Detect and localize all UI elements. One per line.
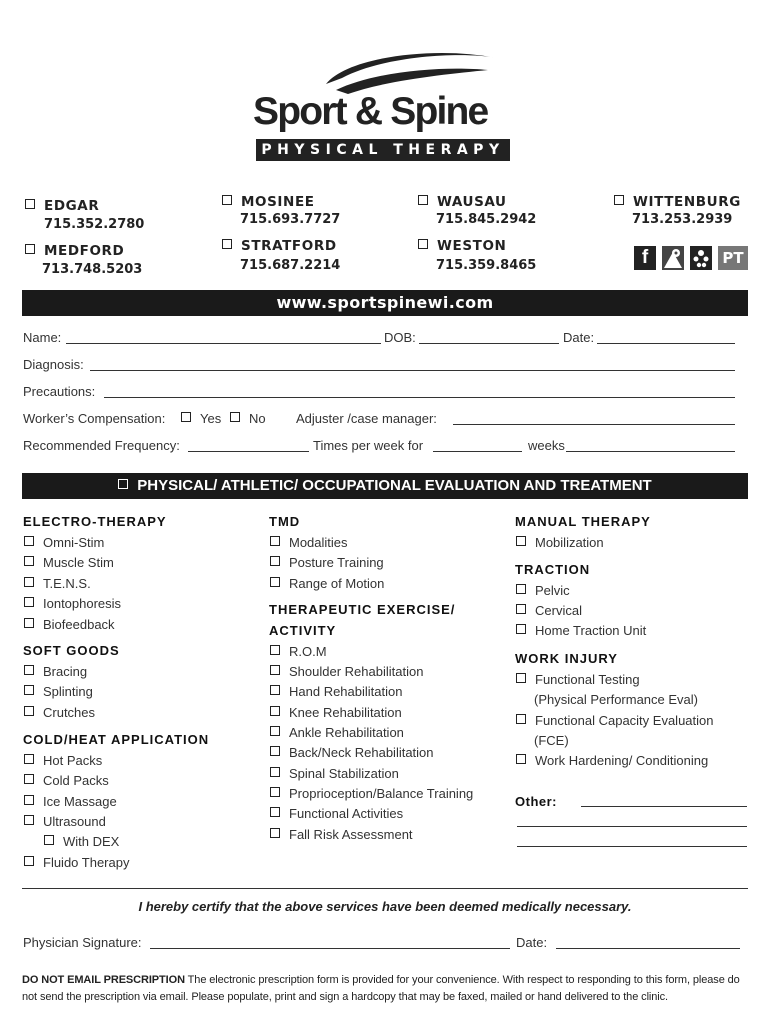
location-name: STRATFORD xyxy=(241,238,337,254)
option-label: Bracing xyxy=(43,664,88,679)
section-bar xyxy=(22,473,748,499)
checkbox[interactable] xyxy=(270,746,280,756)
location-phone: 713.253.2939 xyxy=(632,212,733,227)
dob-field[interactable] xyxy=(419,343,559,344)
checkbox[interactable] xyxy=(24,815,34,825)
checkbox-stratford[interactable] xyxy=(222,239,232,249)
other-label: Other: xyxy=(515,794,557,809)
option-label: Home Traction Unit xyxy=(535,623,647,638)
frequency-label: Recommended Frequency: xyxy=(23,438,180,453)
option-label: Cervical xyxy=(535,603,582,618)
option-label: Functional Testing xyxy=(535,672,640,687)
section-title: PHYSICAL/ ATHLETIC/ OCCUPATIONAL EVALUATION AND TREATMENT xyxy=(137,477,652,494)
workers-comp-yes-checkbox[interactable] xyxy=(181,412,191,422)
option-label: Crutches xyxy=(43,705,96,720)
workers-comp-label: Worker’s Compensation: xyxy=(23,411,166,426)
option-label: Work Hardening/ Conditioning xyxy=(535,753,709,768)
checkbox-weston[interactable] xyxy=(418,239,428,249)
option-label: Range of Motion xyxy=(289,576,385,591)
checkbox[interactable] xyxy=(270,726,280,736)
traction-heading: TRACTION xyxy=(515,562,591,577)
no-label: No xyxy=(249,411,266,426)
checkbox[interactable] xyxy=(24,536,34,546)
option-label: Hot Packs xyxy=(43,753,103,768)
logo-tagline: PHYSICAL THERAPY xyxy=(256,139,510,161)
diagnosis-label: Diagnosis: xyxy=(23,357,84,372)
checkbox[interactable] xyxy=(24,706,34,716)
cold-heat-heading: COLD/HEAT APPLICATION xyxy=(23,732,210,747)
weeks-label: weeks xyxy=(528,438,565,453)
checkbox[interactable] xyxy=(24,665,34,675)
checkbox[interactable] xyxy=(270,665,280,675)
location-name: WAUSAU xyxy=(437,194,507,210)
option-label: Ultrasound xyxy=(43,814,106,829)
checkbox[interactable] xyxy=(24,685,34,695)
checkbox[interactable] xyxy=(24,577,34,587)
option-label: Fall Risk Assessment xyxy=(289,827,413,842)
option-label: Cold Packs xyxy=(43,773,109,788)
option-label: Knee Rehabilitation xyxy=(289,705,402,720)
option-label: Mobilization xyxy=(535,535,604,550)
certify-statement: I hereby certify that the above services have been deemed medically necessary. xyxy=(138,899,632,914)
date-label: Date: xyxy=(563,330,595,345)
times-per-week-label: Times per week for xyxy=(313,438,424,453)
other-field-1[interactable] xyxy=(581,806,747,807)
option-label: Back/Neck Rehabilitation xyxy=(289,745,434,760)
option-label: Modalities xyxy=(289,535,348,550)
therapeutic-exercise-heading-2: ACTIVITY xyxy=(269,623,337,638)
checkbox[interactable] xyxy=(24,618,34,628)
other-field-2[interactable] xyxy=(517,826,747,827)
logo xyxy=(250,44,520,164)
option-label: Omni-Stim xyxy=(43,535,105,550)
checkbox-medford[interactable] xyxy=(25,244,35,254)
weeks-trailing-field[interactable] xyxy=(566,451,735,452)
website-bar xyxy=(22,290,748,316)
footer-notice xyxy=(22,972,750,1006)
location-phone: 713.748.5203 xyxy=(42,262,143,277)
checkbox-wausau[interactable] xyxy=(418,195,428,205)
checkbox[interactable] xyxy=(44,835,54,845)
checkbox[interactable] xyxy=(516,624,526,634)
location-name: EDGAR xyxy=(44,198,100,214)
signature-date-label: Date: xyxy=(516,935,548,950)
checkbox[interactable] xyxy=(270,807,280,817)
soft-goods-heading: SOFT GOODS xyxy=(23,643,120,658)
divider xyxy=(22,888,748,889)
checkbox[interactable] xyxy=(24,856,34,866)
checkbox[interactable] xyxy=(24,754,34,764)
section-checkbox[interactable] xyxy=(118,479,128,489)
other-field-3[interactable] xyxy=(517,846,747,847)
option-label: Proprioception/Balance Training xyxy=(289,786,474,801)
checkbox[interactable] xyxy=(516,754,526,764)
option-label: Shoulder Rehabilitation xyxy=(289,664,424,679)
work-injury-heading: WORK INJURY xyxy=(515,651,618,666)
option-label: Ice Massage xyxy=(43,794,117,809)
location-name: MOSINEE xyxy=(241,194,315,210)
option-label: Posture Training xyxy=(289,555,384,570)
logo-wordmark: Sport & Spine xyxy=(253,90,488,133)
footer-text: The electronic prescription form is provided for your convenience. With respect to responding to this form, please do not send the prescription via email. Please populate, print and sign a hardcopy that may be faxed, mailed or hand delivered to the clinic. xyxy=(22,974,740,1003)
google-maps-icon[interactable] xyxy=(662,246,684,270)
yes-label: Yes xyxy=(200,411,222,426)
checkbox[interactable] xyxy=(270,787,280,797)
option-label: R.O.M xyxy=(289,644,327,659)
signature-label: Physician Signature: xyxy=(23,935,142,950)
website-url[interactable]: www.sportspinewi.com xyxy=(276,293,494,312)
checkbox[interactable] xyxy=(516,714,526,724)
location-phone: 715.687.2214 xyxy=(240,258,341,273)
checkbox[interactable] xyxy=(24,774,34,784)
adjuster-field[interactable] xyxy=(453,424,735,425)
electro-therapy-heading: ELECTRO-THERAPY xyxy=(23,514,167,529)
option-label: Spinal Stabilization xyxy=(289,766,399,781)
option-label: With DEX xyxy=(63,834,120,849)
option-sublabel: (FCE) xyxy=(534,733,569,748)
name-label: Name: xyxy=(23,330,62,345)
therapeutic-exercise-heading: THERAPEUTIC EXERCISE/ xyxy=(269,602,456,617)
checkbox[interactable] xyxy=(270,685,280,695)
manual-therapy-heading: MANUAL THERAPY xyxy=(515,514,651,529)
option-label: Functional Activities xyxy=(289,806,404,821)
checkbox[interactable] xyxy=(270,556,280,566)
location-phone: 715.693.7727 xyxy=(240,212,341,227)
checkbox[interactable] xyxy=(24,556,34,566)
workers-comp-no-checkbox[interactable] xyxy=(230,412,240,422)
precautions-label: Precautions: xyxy=(23,384,96,399)
precautions-field[interactable] xyxy=(104,397,735,398)
option-label: Fluido Therapy xyxy=(43,855,130,870)
option-label: Functional Capacity Evaluation xyxy=(535,713,714,728)
checkbox[interactable] xyxy=(516,604,526,614)
checkbox[interactable] xyxy=(270,767,280,777)
checkbox-edgar[interactable] xyxy=(25,199,35,209)
option-label: T.E.N.S. xyxy=(43,576,91,591)
location-phone: 715.352.2780 xyxy=(44,217,145,232)
checkbox[interactable] xyxy=(24,597,34,607)
footer-warning: DO NOT EMAIL PRESCRIPTION xyxy=(22,974,185,986)
facebook-icon[interactable]: f xyxy=(634,246,656,270)
signature-field[interactable] xyxy=(150,948,510,949)
dob-label: DOB: xyxy=(384,330,416,345)
name-field[interactable] xyxy=(66,343,381,344)
option-label: Ankle Rehabilitation xyxy=(289,725,404,740)
checkbox[interactable] xyxy=(516,673,526,683)
option-label: Hand Rehabilitation xyxy=(289,684,403,699)
checkbox-mosinee[interactable] xyxy=(222,195,232,205)
location-name: WITTENBURG xyxy=(633,194,741,210)
option-label: Pelvic xyxy=(535,583,570,598)
option-label: Iontophoresis xyxy=(43,596,122,611)
location-phone: 715.359.8465 xyxy=(436,258,537,273)
tmd-heading: TMD xyxy=(269,514,301,529)
checkbox[interactable] xyxy=(24,795,34,805)
pt-icon[interactable]: PT xyxy=(718,246,748,270)
option-label: Muscle Stim xyxy=(43,555,114,570)
checkbox[interactable] xyxy=(270,536,280,546)
diagnosis-field[interactable] xyxy=(90,370,735,371)
yelp-icon[interactable] xyxy=(690,246,712,270)
location-phone: 715.845.2942 xyxy=(436,212,537,227)
checkbox[interactable] xyxy=(516,536,526,546)
option-label: Biofeedback xyxy=(43,617,115,632)
option-sublabel: (Physical Performance Eval) xyxy=(534,692,698,707)
frequency-field[interactable] xyxy=(188,451,309,452)
option-label: Splinting xyxy=(43,684,93,699)
adjuster-label: Adjuster /case manager: xyxy=(296,411,437,426)
checkbox[interactable] xyxy=(270,577,280,587)
location-name: MEDFORD xyxy=(44,243,125,259)
weeks-count-field[interactable] xyxy=(433,451,522,452)
signature-date-field[interactable] xyxy=(556,948,740,949)
checkbox[interactable] xyxy=(270,706,280,716)
checkbox-wittenburg[interactable] xyxy=(614,195,624,205)
checkbox[interactable] xyxy=(516,584,526,594)
checkbox[interactable] xyxy=(270,645,280,655)
date-field[interactable] xyxy=(597,343,735,344)
checkbox[interactable] xyxy=(270,828,280,838)
location-name: WESTON xyxy=(437,238,507,254)
